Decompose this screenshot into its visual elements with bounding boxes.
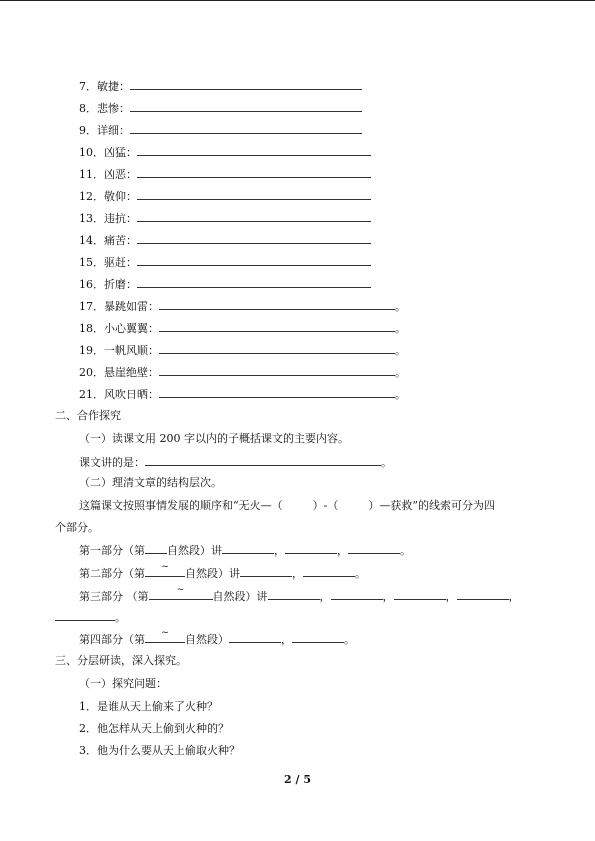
content-blank[interactable] bbox=[394, 589, 446, 600]
comma: ， bbox=[445, 590, 457, 603]
item-word: 敏捷： bbox=[97, 80, 130, 93]
content-blank[interactable] bbox=[229, 632, 281, 643]
period: 。 bbox=[115, 611, 126, 624]
item-number: 16． bbox=[79, 278, 104, 291]
period: 。 bbox=[395, 344, 406, 357]
answer-blank[interactable] bbox=[130, 79, 362, 90]
content-blank[interactable] bbox=[285, 543, 337, 554]
idiom-item bbox=[79, 299, 406, 314]
idiom-item bbox=[79, 343, 406, 358]
period: 。 bbox=[395, 300, 406, 313]
period: 。 bbox=[381, 456, 392, 469]
paragraph-range-blank[interactable] bbox=[145, 628, 185, 643]
vocab-item bbox=[79, 211, 371, 226]
comma: ， bbox=[292, 567, 303, 580]
vocab-item bbox=[79, 167, 371, 182]
part-label: 第一部分（第 bbox=[79, 544, 145, 557]
comma: ， bbox=[274, 544, 285, 557]
item-number: 11． bbox=[79, 168, 104, 181]
tilde-mark: ~ bbox=[176, 585, 185, 595]
subsection-heading: （一）读课文用 200 字以内的子概括课文的主要内容。 bbox=[79, 432, 349, 445]
summary-answer-row bbox=[79, 455, 392, 470]
content-blank[interactable] bbox=[240, 566, 292, 577]
answer-blank[interactable] bbox=[130, 123, 362, 134]
answer-blank[interactable] bbox=[137, 189, 371, 200]
period: 。 bbox=[395, 388, 406, 401]
paragraph-blank[interactable] bbox=[145, 543, 167, 554]
answer-blank[interactable] bbox=[137, 211, 371, 222]
item-number: 18． bbox=[79, 322, 104, 335]
item-word: 悬崖绝壁： bbox=[104, 366, 159, 379]
item-word: 痛苦： bbox=[104, 234, 137, 247]
subsection-heading: （一）探究问题： bbox=[79, 677, 167, 690]
idiom-item bbox=[79, 321, 406, 336]
answer-blank[interactable] bbox=[159, 321, 395, 332]
question-item: 1．是谁从天上偷来了火种？ bbox=[79, 700, 218, 713]
vocab-item bbox=[79, 233, 371, 248]
item-number: 17． bbox=[79, 300, 104, 313]
item-word: 折磨： bbox=[104, 278, 137, 291]
item-word: 暴跳如雷： bbox=[104, 300, 159, 313]
item-number: 12． bbox=[79, 190, 104, 203]
item-number: 20． bbox=[79, 366, 104, 379]
item-word: 敬仰： bbox=[104, 190, 137, 203]
content-blank[interactable] bbox=[268, 589, 320, 600]
item-number: 13． bbox=[79, 212, 104, 225]
paragraph-range-blank[interactable] bbox=[149, 585, 213, 600]
subsection-heading: （二）理清文章的结构层次。 bbox=[79, 476, 222, 489]
content-blank[interactable] bbox=[222, 543, 274, 554]
period: 。 bbox=[355, 567, 366, 580]
item-word: 凶猛： bbox=[104, 146, 137, 159]
vocab-item bbox=[79, 277, 371, 292]
para-text: 这篇课文按照事情发展的顺序和“无火—（ bbox=[79, 499, 283, 512]
answer-blank[interactable] bbox=[159, 299, 395, 310]
answer-blank[interactable] bbox=[137, 145, 371, 156]
answer-blank[interactable] bbox=[137, 233, 371, 244]
vocab-item bbox=[79, 145, 371, 160]
part-label: 自然段）讲 bbox=[212, 590, 268, 603]
content-blank[interactable] bbox=[331, 589, 383, 600]
period: 。 bbox=[400, 544, 411, 557]
item-number: 7． bbox=[79, 80, 97, 93]
page-number: 2 / 5 bbox=[284, 773, 311, 786]
part-label: 自然段）讲 bbox=[185, 567, 240, 580]
idiom-item bbox=[79, 365, 406, 380]
answer-blank[interactable] bbox=[137, 255, 371, 266]
item-number: 21． bbox=[79, 388, 104, 401]
question-item: 3．他为什么要从天上偷取火种？ bbox=[79, 744, 240, 757]
part-label: 第三部分 （第 bbox=[79, 590, 149, 603]
part-label: 第二部分（第 bbox=[79, 567, 145, 580]
item-word: 悲惨： bbox=[97, 102, 130, 115]
item-word: 驱赶： bbox=[104, 256, 137, 269]
paragraph-range-blank[interactable] bbox=[145, 562, 185, 577]
top-rule bbox=[0, 0, 595, 1]
item-number: 19． bbox=[79, 344, 104, 357]
content-blank[interactable] bbox=[348, 543, 400, 554]
period: 。 bbox=[395, 322, 406, 335]
comma: ， bbox=[319, 590, 331, 603]
section-heading: 二、合作探究 bbox=[55, 409, 121, 422]
content-blank[interactable] bbox=[55, 610, 115, 621]
answer-blank[interactable] bbox=[137, 277, 371, 288]
item-word: 违抗： bbox=[104, 212, 137, 225]
answer-blank[interactable] bbox=[137, 167, 371, 178]
answer-blank[interactable] bbox=[130, 101, 362, 112]
period: 。 bbox=[344, 633, 355, 646]
summary-blank[interactable] bbox=[145, 455, 381, 466]
item-number: 15． bbox=[79, 256, 104, 269]
para-text: ）-（ bbox=[312, 499, 339, 512]
content-blank[interactable] bbox=[303, 566, 355, 577]
answer-blank[interactable] bbox=[159, 387, 395, 398]
vocab-item bbox=[79, 79, 362, 94]
content-blank[interactable] bbox=[292, 632, 344, 643]
item-number: 10． bbox=[79, 146, 104, 159]
part-three-row bbox=[79, 585, 520, 604]
idiom-item bbox=[79, 387, 406, 402]
part-label: 第四部分（第 bbox=[79, 633, 145, 646]
part-label: 自然段）讲 bbox=[167, 544, 222, 557]
comma: ， bbox=[382, 590, 394, 603]
item-number: 8． bbox=[79, 102, 97, 115]
vocab-item bbox=[79, 101, 362, 116]
tilde-mark: ~ bbox=[161, 628, 169, 638]
part-four-row bbox=[79, 628, 355, 647]
question-item: 2．他怎样从天上偷到火种的？ bbox=[79, 722, 229, 735]
item-number: 9． bbox=[79, 124, 97, 137]
answer-blank[interactable] bbox=[159, 343, 395, 354]
item-number: 14． bbox=[79, 234, 104, 247]
section-heading: 三、分层研读，深入探究。 bbox=[55, 654, 187, 667]
vocab-item bbox=[79, 255, 371, 270]
structure-paragraph-line1 bbox=[79, 499, 495, 513]
comma: ， bbox=[508, 590, 520, 603]
content-blank[interactable] bbox=[457, 589, 509, 600]
part-two-row bbox=[79, 562, 366, 581]
period: 。 bbox=[395, 366, 406, 379]
answer-label: 课文讲的是： bbox=[79, 456, 145, 469]
comma: ， bbox=[281, 633, 292, 646]
item-word: 凶恶： bbox=[104, 168, 137, 181]
item-word: 小心翼翼： bbox=[104, 322, 159, 335]
tilde-mark: ~ bbox=[161, 562, 169, 572]
item-word: 一帆风顺： bbox=[104, 344, 159, 357]
para-text: ）—获救”的线索可分为四 bbox=[368, 499, 495, 512]
part-label: 自然段） bbox=[185, 633, 229, 646]
item-word: 风吹日晒： bbox=[104, 388, 159, 401]
part-one-row bbox=[79, 543, 411, 558]
comma: ， bbox=[337, 544, 348, 557]
structure-paragraph-line2: 个部分。 bbox=[55, 521, 99, 534]
answer-blank[interactable] bbox=[159, 365, 395, 376]
vocab-item bbox=[79, 123, 362, 138]
vocab-item bbox=[79, 189, 371, 204]
part-three-continuation bbox=[55, 610, 126, 625]
item-word: 详细： bbox=[97, 124, 130, 137]
